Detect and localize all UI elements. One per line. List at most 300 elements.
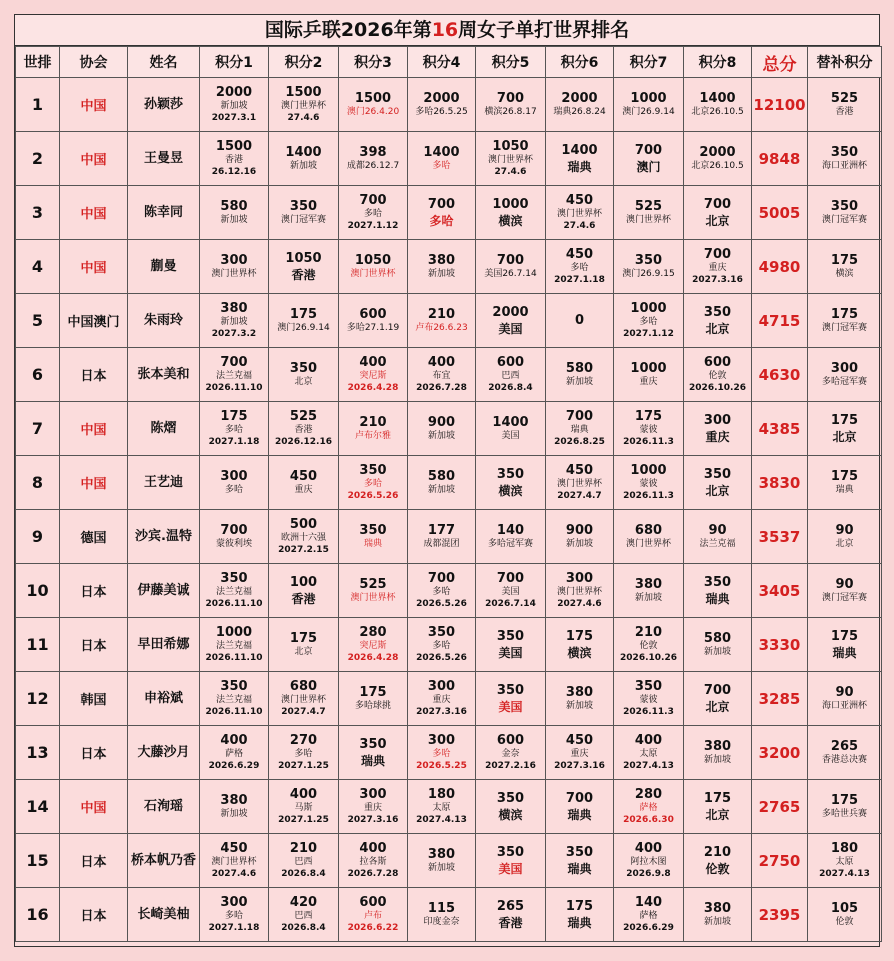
points-value: 350 bbox=[359, 736, 387, 752]
points-cell bbox=[546, 132, 614, 186]
points-value: 700 bbox=[220, 355, 248, 370]
association-cell: 日本 bbox=[60, 888, 128, 942]
event-date: 27.4.6 bbox=[563, 221, 596, 231]
event-label: 卢布26.6.23 bbox=[415, 323, 468, 333]
event-date: 2026.11.3 bbox=[623, 707, 674, 717]
table-row bbox=[16, 888, 882, 942]
event-label: 重庆 bbox=[639, 377, 658, 387]
event-date: 2026.8.4 bbox=[488, 383, 533, 393]
points-cell bbox=[476, 402, 546, 456]
table-row bbox=[16, 780, 882, 834]
reserve-points-cell bbox=[808, 672, 882, 726]
total-points: 2765 bbox=[752, 780, 808, 834]
column-header: 姓名 bbox=[128, 47, 200, 78]
event-label: 瑞典 bbox=[832, 645, 857, 660]
points-cell bbox=[476, 132, 546, 186]
reserve-points-cell bbox=[808, 78, 882, 132]
title-week: 16 bbox=[431, 19, 459, 41]
points-value: 300 bbox=[427, 679, 456, 694]
points-value: 140 bbox=[634, 895, 663, 910]
table-row bbox=[16, 294, 882, 348]
points-cell bbox=[339, 186, 408, 240]
points-value: 0 bbox=[574, 313, 585, 328]
column-header: 积分8 bbox=[684, 47, 752, 78]
event-label: 澳门 bbox=[636, 159, 661, 174]
event-label: 新加坡 bbox=[220, 317, 248, 327]
event-label: 新加坡 bbox=[565, 377, 593, 387]
points-value: 350 bbox=[289, 199, 318, 214]
points-value: 210 bbox=[427, 307, 456, 322]
points-value: 2000 bbox=[215, 85, 253, 100]
event-date: 2026.7.28 bbox=[416, 383, 467, 393]
points-cell bbox=[546, 618, 614, 672]
event-label: 新加坡 bbox=[565, 701, 593, 711]
points-cell bbox=[408, 834, 476, 888]
points-value: 280 bbox=[634, 787, 663, 802]
points-cell bbox=[408, 456, 476, 510]
event-date: 2026.6.22 bbox=[347, 923, 399, 933]
points-value: 680 bbox=[634, 523, 663, 538]
event-date: 2027.3.2 bbox=[211, 329, 257, 339]
points-cell bbox=[476, 834, 546, 888]
event-label: 太原 bbox=[639, 749, 658, 759]
event-label: 卢布尔雅 bbox=[354, 431, 391, 441]
points-cell bbox=[476, 726, 546, 780]
event-label: 新加坡 bbox=[289, 161, 317, 171]
event-label: 巴西 bbox=[294, 857, 313, 867]
points-cell bbox=[408, 564, 476, 618]
event-date: 2027.1.25 bbox=[278, 761, 329, 771]
event-label: 北京 bbox=[705, 699, 730, 714]
event-label: 香港 bbox=[224, 155, 243, 165]
event-label: 蒙彼 bbox=[639, 695, 658, 705]
event-label: 伦敦 bbox=[708, 371, 727, 381]
points-value: 600 bbox=[496, 355, 525, 370]
points-cell bbox=[476, 186, 546, 240]
points-cell bbox=[546, 564, 614, 618]
event-label: 突尼斯 bbox=[359, 371, 387, 381]
event-label: 多哈 bbox=[570, 263, 589, 273]
event-label: 澳门26.9.15 bbox=[622, 269, 675, 279]
column-header: 积分4 bbox=[408, 47, 476, 78]
player-name: 申裕斌 bbox=[128, 672, 200, 726]
points-value: 580 bbox=[565, 361, 594, 376]
points-cell bbox=[614, 402, 684, 456]
table-row bbox=[16, 186, 882, 240]
points-cell bbox=[200, 78, 269, 132]
event-label: 巴西 bbox=[501, 371, 520, 381]
points-cell bbox=[269, 186, 339, 240]
event-label: 澳门世界杯 bbox=[350, 269, 396, 279]
points-cell bbox=[614, 510, 684, 564]
points-cell bbox=[408, 348, 476, 402]
table-row bbox=[16, 834, 882, 888]
total-points: 4715 bbox=[752, 294, 808, 348]
points-cell bbox=[408, 510, 476, 564]
event-label: 蒙彼利埃 bbox=[215, 539, 252, 549]
player-name: 石洵瑶 bbox=[128, 780, 200, 834]
event-label: 伦敦 bbox=[705, 861, 730, 876]
points-value: 1000 bbox=[215, 625, 253, 640]
event-label: 北京26.10.5 bbox=[691, 161, 744, 171]
points-value: 90 bbox=[708, 523, 727, 538]
points-value: 700 bbox=[359, 193, 387, 208]
event-label: 澳门世界杯 bbox=[211, 857, 257, 867]
player-name: 长崎美柚 bbox=[128, 888, 200, 942]
points-cell bbox=[200, 186, 269, 240]
points-value: 380 bbox=[634, 577, 663, 592]
event-label: 重庆 bbox=[705, 429, 730, 444]
event-label: 多哈 bbox=[224, 485, 243, 495]
column-header: 替补积分 bbox=[808, 47, 882, 78]
points-cell bbox=[339, 726, 408, 780]
points-cell bbox=[269, 294, 339, 348]
points-cell bbox=[200, 456, 269, 510]
event-date: 2027.1.18 bbox=[208, 437, 260, 447]
points-value: 500 bbox=[289, 517, 318, 532]
points-cell bbox=[546, 294, 614, 348]
player-name: 桥本帆乃香 bbox=[128, 834, 200, 888]
points-value: 1050 bbox=[492, 139, 529, 154]
event-label: 多哈 bbox=[432, 641, 451, 651]
total-points: 3830 bbox=[752, 456, 808, 510]
event-label: 北京 bbox=[705, 321, 730, 336]
table-row bbox=[16, 132, 882, 186]
event-label: 澳门世界杯 bbox=[556, 209, 602, 219]
points-value: 450 bbox=[565, 733, 594, 748]
total-points: 2395 bbox=[752, 888, 808, 942]
points-cell bbox=[408, 186, 476, 240]
points-value: 175 bbox=[703, 790, 732, 806]
event-label: 澳门冠军赛 bbox=[821, 593, 867, 603]
event-label: 新加坡 bbox=[427, 863, 455, 873]
event-label: 多哈 bbox=[429, 213, 454, 228]
points-cell bbox=[269, 564, 339, 618]
points-value: 700 bbox=[565, 409, 594, 424]
player-name: 张本美和 bbox=[128, 348, 200, 402]
total-points: 5005 bbox=[752, 186, 808, 240]
points-cell bbox=[269, 672, 339, 726]
event-date: 2026.11.3 bbox=[623, 491, 674, 501]
event-label: 澳门世界杯 bbox=[556, 479, 602, 489]
points-cell bbox=[684, 618, 752, 672]
points-cell bbox=[684, 780, 752, 834]
event-date: 2026.6.29 bbox=[623, 923, 674, 933]
event-date: 2026.5.26 bbox=[416, 599, 467, 609]
points-cell bbox=[546, 780, 614, 834]
points-cell bbox=[684, 672, 752, 726]
player-name: 朱雨玲 bbox=[128, 294, 200, 348]
points-cell bbox=[339, 348, 408, 402]
points-value: 380 bbox=[427, 847, 456, 862]
points-value: 700 bbox=[220, 523, 248, 538]
event-label: 新加坡 bbox=[427, 431, 455, 441]
points-cell bbox=[408, 672, 476, 726]
event-label: 香港总决赛 bbox=[821, 755, 867, 765]
points-cell bbox=[614, 78, 684, 132]
points-cell bbox=[546, 78, 614, 132]
points-value: 1000 bbox=[492, 196, 529, 212]
points-value: 175 bbox=[634, 409, 663, 424]
points-value: 1000 bbox=[630, 463, 667, 478]
event-label: 横滨 bbox=[835, 269, 854, 279]
player-name: 伊藤美诚 bbox=[128, 564, 200, 618]
points-cell bbox=[476, 78, 546, 132]
association-cell: 中国 bbox=[60, 240, 128, 294]
points-value: 400 bbox=[220, 733, 248, 748]
reserve-points-cell bbox=[808, 618, 882, 672]
event-label: 重庆 bbox=[708, 263, 727, 273]
event-label: 横滨 bbox=[498, 213, 523, 228]
points-value: 265 bbox=[496, 898, 525, 914]
event-label: 澳门世界杯 bbox=[280, 695, 326, 705]
event-label: 萨格 bbox=[639, 803, 658, 813]
association-cell: 中国 bbox=[60, 456, 128, 510]
points-cell bbox=[476, 456, 546, 510]
points-cell bbox=[546, 726, 614, 780]
event-label: 多哈 bbox=[363, 479, 382, 489]
event-label: 欧洲十六强 bbox=[280, 533, 326, 543]
event-label: 澳门冠军赛 bbox=[280, 215, 326, 225]
table-row bbox=[16, 564, 882, 618]
rank-cell: 1 bbox=[16, 78, 60, 132]
points-value: 1400 bbox=[423, 145, 460, 160]
points-value: 175 bbox=[289, 307, 318, 322]
reserve-points-cell bbox=[808, 456, 882, 510]
points-value: 100 bbox=[289, 574, 318, 590]
reserve-points-cell bbox=[808, 510, 882, 564]
points-cell bbox=[200, 780, 269, 834]
event-date: 2026.12.16 bbox=[275, 437, 332, 447]
points-value: 105 bbox=[830, 901, 859, 916]
points-cell bbox=[614, 294, 684, 348]
points-cell bbox=[339, 780, 408, 834]
points-value: 350 bbox=[427, 625, 456, 640]
event-label: 横滨 bbox=[498, 807, 523, 822]
event-label: 多哈冠军赛 bbox=[487, 539, 533, 549]
association-cell: 中国澳门 bbox=[60, 294, 128, 348]
table-row bbox=[16, 402, 882, 456]
event-label: 美国 bbox=[498, 321, 523, 336]
player-name: 孙颖莎 bbox=[128, 78, 200, 132]
points-cell bbox=[684, 402, 752, 456]
points-cell bbox=[546, 834, 614, 888]
points-value: 525 bbox=[830, 91, 859, 106]
points-value: 1400 bbox=[699, 91, 736, 106]
points-cell bbox=[476, 294, 546, 348]
points-value: 140 bbox=[496, 523, 525, 538]
points-value: 300 bbox=[565, 571, 594, 586]
points-value: 2000 bbox=[699, 145, 736, 160]
points-value: 350 bbox=[634, 253, 663, 268]
player-name: 陈熠 bbox=[128, 402, 200, 456]
points-cell bbox=[200, 240, 269, 294]
association-cell: 中国 bbox=[60, 78, 128, 132]
points-value: 175 bbox=[830, 307, 859, 322]
points-value: 265 bbox=[830, 739, 859, 754]
event-date: 2026.7.14 bbox=[485, 599, 536, 609]
points-cell bbox=[339, 672, 408, 726]
association-cell: 中国 bbox=[60, 780, 128, 834]
points-cell bbox=[269, 78, 339, 132]
event-label: 瑞典 bbox=[567, 159, 592, 174]
association-cell: 日本 bbox=[60, 726, 128, 780]
points-cell bbox=[269, 618, 339, 672]
points-cell bbox=[339, 456, 408, 510]
event-label: 新加坡 bbox=[220, 101, 248, 111]
points-cell bbox=[684, 186, 752, 240]
event-label: 瑞典 bbox=[567, 807, 592, 822]
points-value: 1400 bbox=[285, 145, 322, 160]
event-date: 2027.3.16 bbox=[554, 761, 605, 771]
points-value: 450 bbox=[565, 463, 594, 478]
event-label: 多哈 bbox=[432, 587, 451, 597]
event-label: 瑞典 bbox=[363, 539, 382, 549]
rank-cell: 2 bbox=[16, 132, 60, 186]
points-cell bbox=[546, 240, 614, 294]
player-name: 大藤沙月 bbox=[128, 726, 200, 780]
points-cell bbox=[476, 780, 546, 834]
event-label: 新加坡 bbox=[220, 809, 248, 819]
points-cell bbox=[269, 510, 339, 564]
points-value: 350 bbox=[703, 574, 732, 590]
points-cell bbox=[614, 240, 684, 294]
points-value: 90 bbox=[835, 577, 854, 592]
points-value: 700 bbox=[496, 91, 525, 106]
points-cell bbox=[546, 510, 614, 564]
event-label: 重庆 bbox=[294, 485, 313, 495]
points-cell bbox=[408, 132, 476, 186]
points-value: 700 bbox=[496, 253, 525, 268]
event-date: 2026.5.26 bbox=[347, 491, 399, 501]
points-value: 1400 bbox=[492, 415, 529, 430]
points-value: 210 bbox=[634, 625, 663, 640]
total-points: 3537 bbox=[752, 510, 808, 564]
event-date: 2026.11.10 bbox=[205, 653, 263, 663]
points-cell bbox=[614, 564, 684, 618]
points-value: 300 bbox=[427, 733, 456, 748]
points-value: 350 bbox=[634, 679, 663, 694]
event-label: 新加坡 bbox=[703, 917, 731, 927]
points-value: 350 bbox=[220, 679, 248, 694]
event-label: 多哈 bbox=[432, 161, 451, 171]
points-value: 2000 bbox=[492, 304, 529, 320]
event-label: 多哈球挑 bbox=[354, 701, 391, 711]
points-value: 400 bbox=[634, 841, 663, 856]
points-value: 700 bbox=[703, 247, 732, 262]
points-value: 180 bbox=[830, 841, 859, 856]
total-points: 9848 bbox=[752, 132, 808, 186]
column-header: 积分3 bbox=[339, 47, 408, 78]
page-title bbox=[15, 15, 879, 46]
points-value: 450 bbox=[565, 247, 594, 262]
points-value: 400 bbox=[634, 733, 663, 748]
points-cell bbox=[614, 348, 684, 402]
event-label: 澳门世界杯 bbox=[556, 587, 602, 597]
points-cell bbox=[476, 672, 546, 726]
event-label: 美国 bbox=[501, 431, 520, 441]
points-cell bbox=[408, 294, 476, 348]
points-value: 350 bbox=[496, 682, 525, 698]
event-date: 2026.6.30 bbox=[623, 815, 674, 825]
event-label: 新加坡 bbox=[565, 539, 593, 549]
event-label: 瑞典 bbox=[567, 861, 592, 876]
points-value: 175 bbox=[220, 409, 248, 424]
points-cell bbox=[546, 888, 614, 942]
event-date: 2027.4.7 bbox=[281, 707, 326, 717]
points-value: 600 bbox=[359, 307, 387, 322]
points-cell bbox=[408, 780, 476, 834]
points-value: 175 bbox=[830, 469, 859, 484]
points-value: 525 bbox=[634, 199, 663, 214]
event-date: 2027.4.6 bbox=[211, 869, 257, 879]
total-points: 4385 bbox=[752, 402, 808, 456]
event-label: 蒙彼 bbox=[639, 479, 658, 489]
points-value: 580 bbox=[703, 631, 732, 646]
points-cell bbox=[408, 888, 476, 942]
event-label: 瑞典 bbox=[567, 915, 592, 930]
total-points: 3200 bbox=[752, 726, 808, 780]
event-date: 2026.6.29 bbox=[208, 761, 260, 771]
event-label: 海口亚洲杯 bbox=[821, 161, 867, 171]
points-value: 2000 bbox=[423, 91, 460, 106]
points-cell bbox=[684, 294, 752, 348]
points-cell bbox=[269, 456, 339, 510]
event-label: 重庆 bbox=[432, 695, 451, 705]
reserve-points-cell bbox=[808, 132, 882, 186]
event-date: 2027.4.13 bbox=[623, 761, 674, 771]
event-label: 横滨26.8.17 bbox=[484, 107, 537, 117]
points-value: 350 bbox=[703, 304, 732, 320]
column-header: 世排 bbox=[16, 47, 60, 78]
association-cell: 中国 bbox=[60, 132, 128, 186]
points-cell bbox=[684, 834, 752, 888]
event-label: 北京 bbox=[705, 807, 730, 822]
points-cell bbox=[200, 510, 269, 564]
points-value: 175 bbox=[565, 628, 594, 644]
points-cell bbox=[200, 888, 269, 942]
rank-cell: 6 bbox=[16, 348, 60, 402]
event-label: 澳门世界杯 bbox=[625, 539, 671, 549]
event-label: 法兰克福 bbox=[215, 587, 252, 597]
points-cell bbox=[339, 510, 408, 564]
event-label: 香港 bbox=[498, 915, 523, 930]
points-value: 175 bbox=[830, 253, 859, 268]
points-cell bbox=[269, 726, 339, 780]
table-row bbox=[16, 348, 882, 402]
points-cell bbox=[339, 240, 408, 294]
event-label: 澳门世界杯 bbox=[350, 593, 396, 603]
event-label: 布宜 bbox=[432, 371, 451, 381]
points-value: 1500 bbox=[354, 91, 392, 106]
points-cell bbox=[200, 348, 269, 402]
points-value: 1500 bbox=[215, 139, 253, 154]
event-label: 新加坡 bbox=[220, 215, 248, 225]
event-label: 多哈 bbox=[639, 317, 658, 327]
player-name: 早田希娜 bbox=[128, 618, 200, 672]
rank-cell: 16 bbox=[16, 888, 60, 942]
column-header: 积分2 bbox=[269, 47, 339, 78]
points-value: 270 bbox=[289, 733, 318, 748]
points-value: 1000 bbox=[630, 91, 667, 106]
event-date: 2026.7.28 bbox=[347, 869, 399, 879]
event-date: 27.4.6 bbox=[287, 113, 320, 123]
event-label: 瑞典 bbox=[705, 591, 730, 606]
points-value: 600 bbox=[359, 895, 387, 910]
points-cell bbox=[269, 240, 339, 294]
event-date: 2026.9.8 bbox=[626, 869, 671, 879]
reserve-points-cell bbox=[808, 186, 882, 240]
